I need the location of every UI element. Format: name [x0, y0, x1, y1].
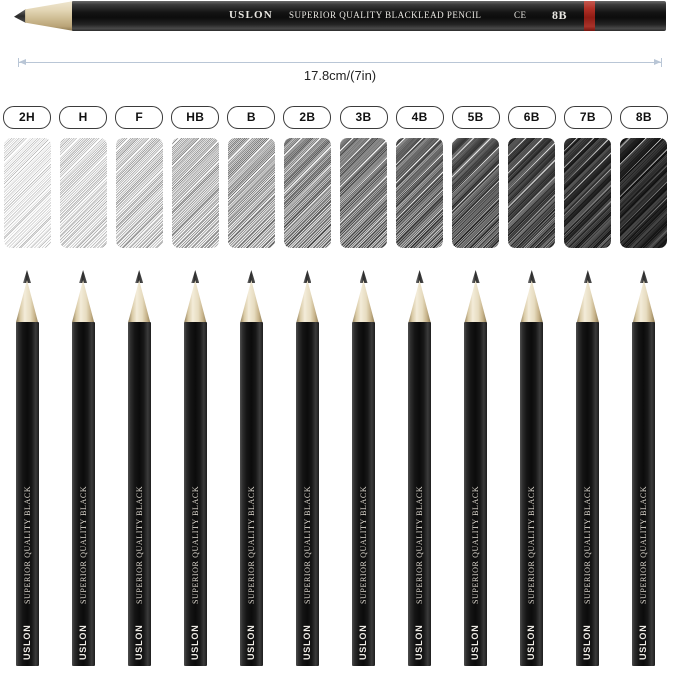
pencil-wood-cone [16, 280, 39, 324]
grade-chart [0, 106, 679, 666]
vertical-pencil [182, 270, 209, 666]
grade-hatch-swatch [284, 138, 331, 248]
grade-column [113, 106, 165, 666]
vertical-pencil [14, 270, 41, 666]
pencil-brand-label: USLON [638, 624, 649, 660]
grade-hatch-swatch [396, 138, 443, 248]
grade-hatch-swatch [172, 138, 219, 248]
grade-column [1, 106, 53, 666]
pencil-brand-label: USLON [358, 624, 368, 660]
pencil-brand-label: USLON [229, 9, 273, 21]
pencil-description-label: SUPERIOR QUALITY BLACK [22, 485, 32, 604]
grade-column [450, 106, 502, 666]
grade-column [169, 106, 221, 666]
pencil-barrel [352, 322, 375, 666]
pencil-description-label: SUPERIOR QUALITY BLACK [471, 485, 481, 604]
pencil-wood-cone [296, 280, 319, 324]
grade-hatch-swatch [564, 138, 611, 248]
pencil-barrel [296, 322, 319, 666]
pencil-barrel [632, 322, 655, 666]
pencil-wood-cone [128, 280, 151, 324]
grade-badge[interactable]: 7B [564, 106, 612, 129]
pencil-brand-label: USLON [21, 624, 32, 660]
grade-hatch-swatch [620, 138, 667, 248]
pencil-barrel [184, 322, 207, 666]
pencil-wood-cone [464, 280, 487, 324]
vertical-pencil [294, 270, 321, 666]
grade-column [225, 106, 277, 666]
pencil-description-label: SUPERIOR QUALITY BLACK [302, 485, 312, 604]
pencil-brand-label: USLON [470, 624, 481, 660]
pencil-wood-cone [408, 280, 431, 324]
grade-badge[interactable]: 3B [340, 106, 388, 129]
grade-badge[interactable]: B [227, 106, 275, 129]
grade-column [281, 106, 333, 666]
vertical-pencil [574, 270, 601, 666]
pencil-description-label: SUPERIOR QUALITY BLACK [134, 485, 144, 604]
vertical-pencil [406, 270, 433, 666]
grade-badge[interactable]: HB [171, 106, 219, 129]
pencil-wood-cone [632, 280, 655, 324]
vertical-pencil [518, 270, 545, 666]
pencil-description-label: SUPERIOR QUALITY BLACKLEAD PENCIL [289, 10, 482, 20]
pencil-description-label: SUPERIOR QUALITY BLACK [583, 485, 593, 604]
pencil-brand-label: USLON [301, 624, 312, 660]
pencil-brand-label: USLON [77, 624, 88, 660]
grade-hatch-swatch [340, 138, 387, 248]
pencil-wood-cone [352, 280, 375, 324]
grade-column [506, 106, 558, 666]
length-measurement [14, 56, 666, 84]
pencil-description-label: SUPERIOR QUALITY BLACK [359, 485, 368, 604]
pencil-wood-cone [520, 280, 543, 324]
pencil-brand-label: USLON [526, 624, 537, 660]
pencil-wood-cone [22, 1, 74, 31]
grade-badge[interactable]: 4B [396, 106, 444, 129]
pencil-description-label: SUPERIOR QUALITY BLACK [246, 485, 256, 604]
measure-label: 17.8cm/(7in) [303, 68, 377, 83]
grade-badge[interactable]: F [115, 106, 163, 129]
pencil-description-label: SUPERIOR QUALITY BLACK [190, 485, 200, 604]
pencil-description-label: SUPERIOR QUALITY BLACK [415, 485, 425, 604]
grade-badge[interactable]: 6B [508, 106, 556, 129]
measure-line [18, 62, 662, 63]
vertical-pencil [238, 270, 265, 666]
vertical-pencil [126, 270, 153, 666]
pencil-barrel [464, 322, 487, 666]
vertical-pencil [350, 270, 377, 666]
pencil-end-band [584, 1, 595, 31]
pencil-wood-cone [184, 280, 207, 324]
grade-badge[interactable]: 8B [620, 106, 668, 129]
grade-hatch-swatch [452, 138, 499, 248]
pencil-wood-cone [240, 280, 263, 324]
pencil-barrel [16, 322, 39, 666]
arrow-left-icon [19, 59, 26, 65]
grade-column [57, 106, 109, 666]
ce-mark-label: CE [514, 10, 527, 20]
pencil-brand-label: USLON [189, 624, 200, 660]
horizontal-pencil [14, 0, 666, 36]
pencil-wood-cone [72, 280, 95, 324]
pencil-description-label: SUPERIOR QUALITY BLACK [639, 485, 649, 604]
grade-hatch-swatch [60, 138, 107, 248]
pencil-grade-label: 8B [552, 8, 568, 22]
grade-badge[interactable]: 2B [283, 106, 331, 129]
grade-hatch-swatch [508, 138, 555, 248]
pencil-brand-label: USLON [245, 624, 256, 660]
pencil-brand-label: USLON [582, 624, 593, 660]
grade-column [618, 106, 670, 666]
grade-badge[interactable]: 5B [452, 106, 500, 129]
pencil-barrel [128, 322, 151, 666]
pencil-barrel [240, 322, 263, 666]
pencil-barrel [72, 322, 95, 666]
grade-column [338, 106, 390, 666]
vertical-pencil [462, 270, 489, 666]
vertical-pencil [630, 270, 657, 666]
grade-badge[interactable]: H [59, 106, 107, 129]
pencil-barrel [408, 322, 431, 666]
vertical-pencil [70, 270, 97, 666]
grade-badge[interactable]: 2H [3, 106, 51, 129]
grade-column [562, 106, 614, 666]
grade-column [394, 106, 446, 666]
pencil-brand-label: USLON [414, 624, 425, 660]
pencil-description-label: SUPERIOR QUALITY BLACK [78, 485, 88, 604]
pencil-description-label: SUPERIOR QUALITY BLACK [527, 485, 537, 604]
pencil-brand-label: USLON [133, 624, 144, 660]
pencil-barrel [576, 322, 599, 666]
arrow-right-icon [654, 59, 661, 65]
pencil-wood-cone [576, 280, 599, 324]
pencil-barrel [520, 322, 543, 666]
grade-hatch-swatch [4, 138, 51, 248]
grade-hatch-swatch [116, 138, 163, 248]
grade-hatch-swatch [228, 138, 275, 248]
pencil-lead-tip-icon [14, 9, 26, 23]
